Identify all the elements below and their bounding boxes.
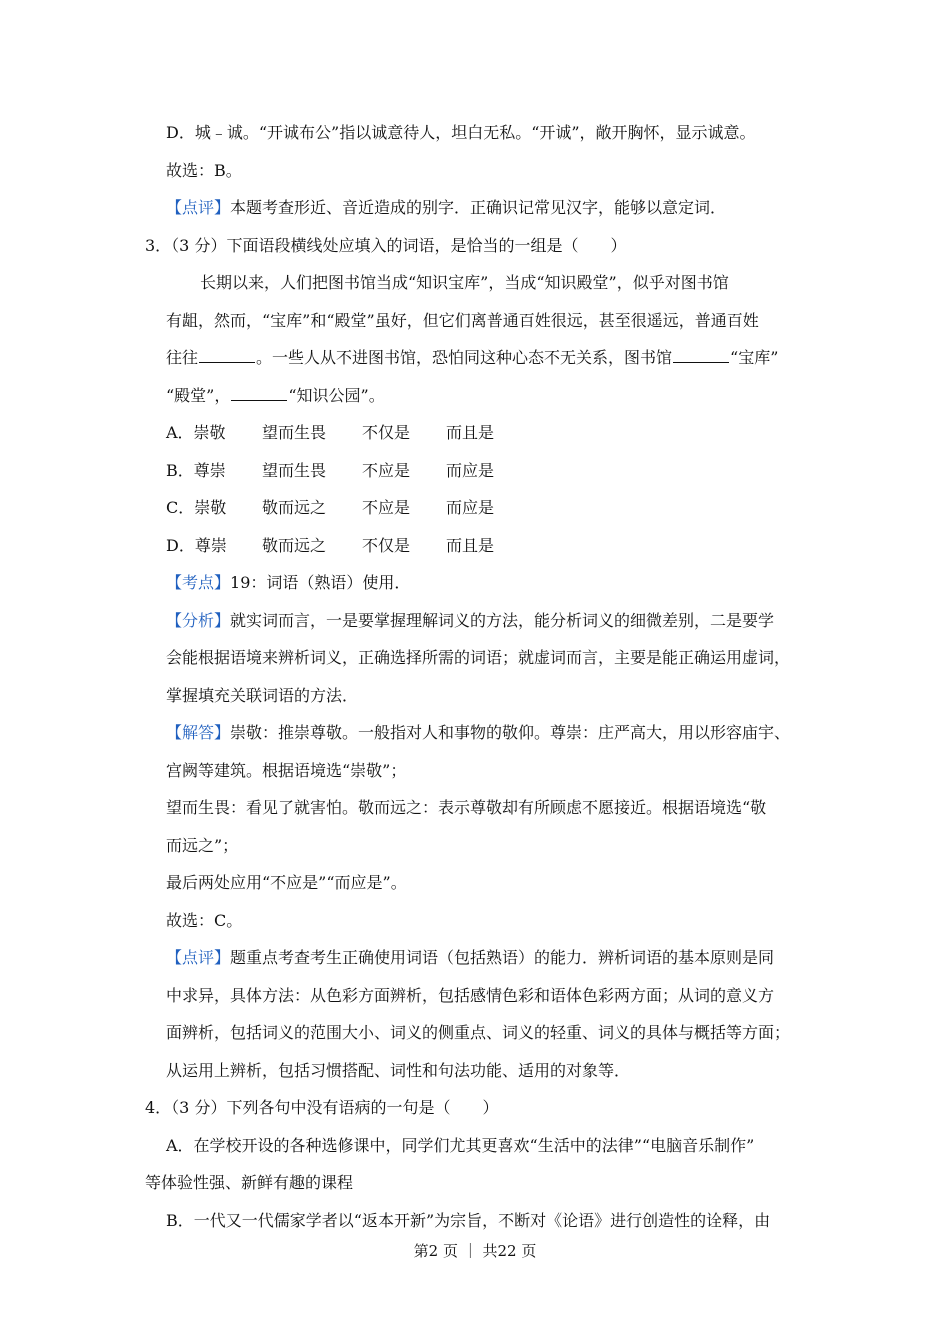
option-d: D．尊崇 敬而远之 不仅是 而且是 — [166, 536, 495, 555]
prev-comment — [166, 197, 726, 219]
comment-line-3: 面辨析，包括词义的范围大小、词义的侧重点、词义的轻重、词义的具体与概括等方面； — [166, 1023, 791, 1042]
blank-2 — [673, 361, 729, 363]
jieda-text: 崇敬：推崇尊敬。一般指对人和事物的敬仰。尊崇：庄严高大，用以形容庙宇、 — [230, 723, 791, 742]
comment-line-4: 从运用上辨析，包括习惯搭配、词性和句法功能、适用的对象等． — [166, 1061, 631, 1080]
option-c: C．崇敬 敬而远之 不应是 而应是 — [166, 498, 495, 517]
jieda-line-2: 宫阙等建筑。根据语境选“崇敬”； — [166, 761, 407, 780]
comment-line-2: 中求异，具体方法：从色彩方面辨析，包括感情色彩和语体色彩两方面；从词的意义方 — [166, 986, 775, 1005]
comment-line-1 — [166, 947, 774, 969]
jieda-line-5: 最后两处应用“不应是”“而应是”。 — [166, 873, 407, 892]
passage-line-4 — [166, 385, 385, 407]
jieda-line-1 — [166, 722, 790, 744]
passage-line-1: 长期以来，人们把图书馆当成“知识宝库”，当成“知识殿堂”，似乎对图书馆 — [200, 273, 729, 292]
comment-text: 本题考查形近、音近造成的别字．正确识记常见汉字，能够以意定词． — [230, 198, 727, 217]
passage-text: 。一些人从不进图书馆，恐怕同这种心态不无关系，图书馆 — [256, 348, 673, 367]
jieda-line-4: 而远之”； — [166, 836, 239, 855]
jieda-tag: 【解答】 — [166, 723, 231, 742]
passage-line-2: 有龃，然而，“宝库”和“殿堂”虽好，但它们离普通百姓很远，甚至很遥远，普通百姓 — [166, 311, 759, 330]
question-3-stem: 3．（3 分）下面语段横线处应填入的词语，是恰当的一组是（ ） — [145, 236, 627, 255]
fenxi-line-2: 会能根据语境来辨析词义，正确选择所需的词语；就虚词而言，主要是能正确运用虚词， — [166, 648, 791, 667]
passage-text: “知识公园”。 — [288, 386, 385, 405]
kaodian-tag: 【考点】 — [166, 573, 231, 592]
comment-tag: 【点评】 — [166, 948, 231, 967]
fenxi-line-1 — [166, 610, 774, 632]
fenxi-tag: 【分析】 — [166, 611, 231, 630]
q4-option-a-line-2: 等体验性强、新鲜有趣的课程 — [145, 1173, 354, 1192]
passage-text: “殿堂”， — [166, 386, 231, 405]
q4-option-b-line-1: B．一代又一代儒家学者以“返本开新”为宗旨，不断对《论语》进行创造性的诠释，由 — [166, 1211, 771, 1230]
page-footer: 第2 页 ｜ 共22 页 — [413, 1242, 537, 1260]
blank-3 — [231, 399, 287, 401]
passage-text: 往往 — [166, 348, 199, 367]
kaodian-text: 19：词语（熟语）使用． — [230, 573, 411, 592]
comment-text: 题重点考查考生正确使用词语（包括熟语）的能力．辨析词语的基本原则是同 — [230, 948, 775, 967]
option-a: A．崇敬 望而生畏 不仅是 而且是 — [166, 423, 495, 442]
passage-line-3 — [166, 347, 778, 369]
blank-1 — [199, 361, 255, 363]
fenxi-line-3: 掌握填充关联词语的方法． — [166, 686, 359, 705]
q4-option-a-line-1: A．在学校开设的各种选修课中，同学们尤其更喜欢“生活中的法律”“电脑音乐制作” — [166, 1136, 755, 1155]
prev-option-d: D．城﹣诚。“开诚布公”指以诚意待人，坦白无私。“开诚”，敞开胸怀，显示诚意。 — [166, 123, 756, 142]
fenxi-text: 就实词而言，一是要掌握理解词义的方法，能分析词义的细微差别，二是要学 — [230, 611, 775, 630]
q3-answer: 故选：C。 — [166, 911, 243, 930]
jieda-line-3: 望而生畏：看见了就害怕。敬而远之：表示尊敬却有所顾虑不愿接近。根据语境选“敬 — [166, 798, 767, 817]
comment-tag: 【点评】 — [166, 198, 231, 217]
option-b: B．尊崇 望而生畏 不应是 而应是 — [166, 461, 495, 480]
kaodian — [166, 572, 410, 594]
passage-text: “宝库” — [730, 348, 779, 367]
prev-answer: 故选：B。 — [166, 161, 242, 180]
question-4-stem: 4．（3 分）下列各句中没有语病的一句是（ ） — [145, 1098, 499, 1117]
